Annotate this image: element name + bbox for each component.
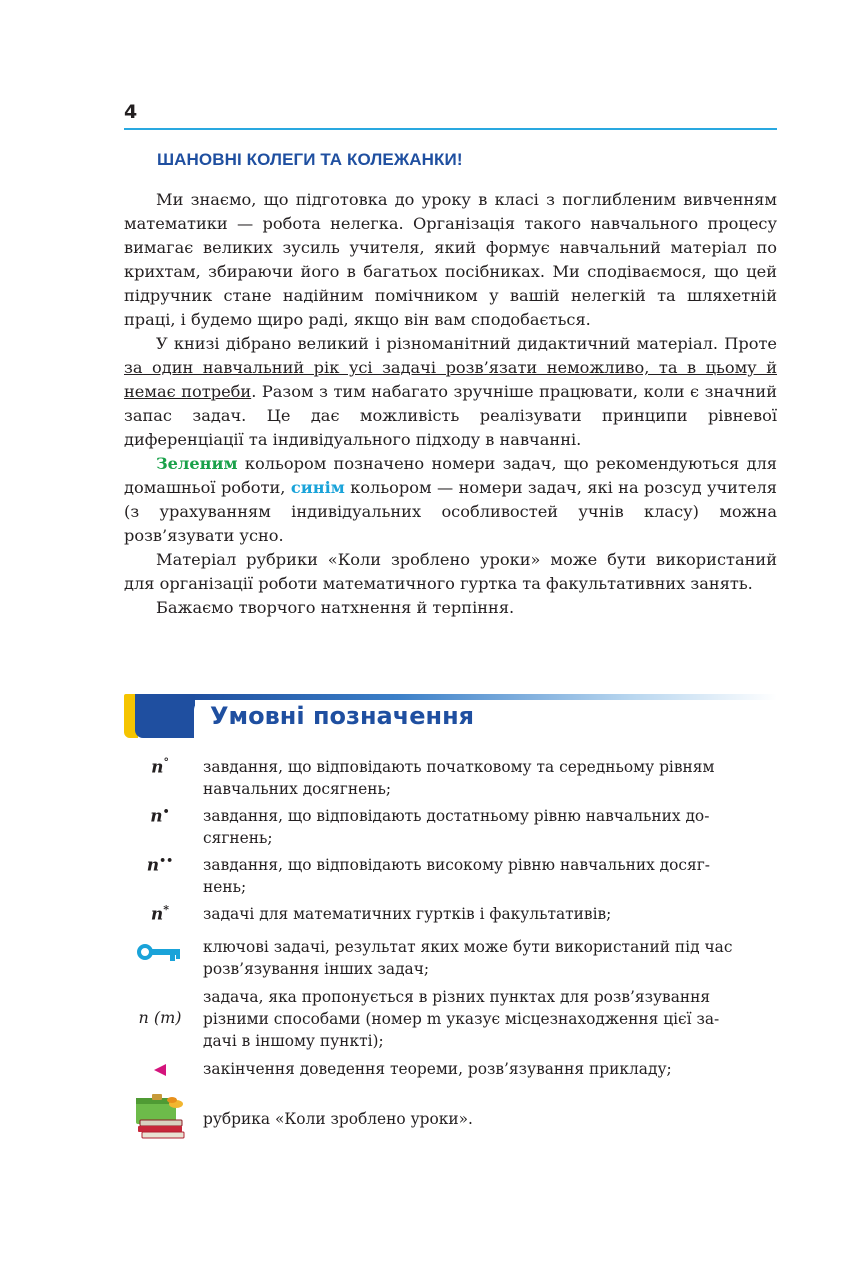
legend-line: рубрика «Коли зроблено уроки». bbox=[203, 1110, 473, 1128]
degree-mark: ° bbox=[163, 756, 169, 769]
legend-banner bbox=[124, 694, 777, 742]
paragraph-3-mid: кольором позначено номери задач, що рекомендуються для домашньої роботи, bbox=[124, 454, 777, 497]
top-rule bbox=[124, 128, 777, 130]
paragraph-3 bbox=[124, 452, 777, 548]
legend-line: ключові задачі, результат яких може бути використаний під час bbox=[203, 938, 733, 956]
symbol-n-dot: n• bbox=[150, 805, 170, 827]
legend-text bbox=[203, 805, 777, 849]
symbol-n-asterisk: n* bbox=[150, 903, 170, 925]
legend-line: сягнень; bbox=[203, 829, 273, 847]
symbol-n-degree: n° bbox=[151, 756, 169, 778]
legend-text bbox=[203, 903, 777, 925]
paragraph-2-end: . Разом з тим набагато зручніше працювати, коли є значний запас задач. Це дає можливість реалізувати принципи рівневої диференціації та індивідуального підходу в навчанні. bbox=[124, 382, 777, 449]
key-icon bbox=[124, 942, 196, 966]
symbol-n-double-dot: n•• bbox=[146, 854, 174, 876]
legend-line: дачі в іншому пункті); bbox=[203, 1032, 384, 1050]
books-icon bbox=[124, 1094, 196, 1142]
legend-title: Умовні позначення bbox=[210, 702, 475, 730]
legend-line: навчальних досягнень; bbox=[203, 780, 392, 798]
paragraph-2-start: У книзі дібрано великий і різноманітний дидактичний матеріал. Проте bbox=[156, 334, 777, 353]
banner-blue-tab bbox=[135, 694, 195, 738]
legend-line: задачі для математичних гуртків і факультативів; bbox=[203, 905, 612, 923]
legend-line: завдання, що відповідають початковому та середньому рівням bbox=[203, 758, 715, 776]
symbol-n-m bbox=[124, 1008, 196, 1027]
underlined-phrase: за один навчальний рік усі задачі розв’язати неможливо, та в цьому й немає потреби bbox=[124, 358, 777, 401]
greeting-heading: ШАНОВНІ КОЛЕГИ ТА КОЛЕЖАНКИ! bbox=[157, 150, 463, 169]
paragraph-4: Матеріал рубрики «Коли зроблено уроки» може бути використаний для організації роботи математичного гуртка та факультативних занять. bbox=[124, 550, 777, 593]
legend-line: нень; bbox=[203, 878, 247, 896]
legend-text bbox=[203, 854, 777, 898]
double-dot-mark: •• bbox=[159, 854, 174, 867]
symbol-n: n bbox=[138, 1008, 149, 1027]
paragraph-2 bbox=[124, 332, 777, 452]
triangle-icon bbox=[124, 1063, 196, 1077]
legend-text bbox=[203, 936, 777, 980]
dot-mark: • bbox=[162, 805, 170, 818]
paragraph-1: Ми знаємо, що підготовка до уроку в класі з поглибленим вивченням математики — робота нелегка. Організація такого навчального процесу вимагає великих зусиль учителя, який формує навчальний матеріал по крихтам, збираючи його в багатьох посібниках. Ми сподіваємося, що цей підручник стане надійним помічником у вашій нелегкій та шляхетній праці, і будемо щиро раді, якщо він вам сподобається. bbox=[124, 190, 777, 329]
legend-line: розв’язування інших задач; bbox=[203, 960, 430, 978]
page-number: 4 bbox=[124, 101, 138, 123]
legend-line: завдання, що відповідають достатньому рівню навчальних до- bbox=[203, 807, 710, 825]
legend-text bbox=[203, 1058, 777, 1080]
symbol-m: (m) bbox=[153, 1008, 182, 1027]
paragraph-3-end: кольором — номери задач, які на розсуд учителя (з урахуванням індивідуальних особливостей учнів класу) можна розв’язувати усно. bbox=[124, 478, 777, 545]
legend-text bbox=[203, 1108, 777, 1130]
cyan-word: синім bbox=[290, 478, 345, 497]
legend-line: завдання, що відповідають високому рівню навчальних досяг- bbox=[203, 856, 711, 874]
legend-line: задача, яка пропонується в різних пунктах для розв’язування bbox=[203, 988, 711, 1006]
asterisk-mark: * bbox=[163, 903, 170, 916]
legend-text bbox=[203, 986, 777, 1052]
paragraph-5: Бажаємо творчого натхнення й терпіння. bbox=[156, 598, 515, 617]
banner-gradient-bar bbox=[192, 694, 777, 700]
green-word: Зеленим bbox=[156, 454, 238, 473]
legend-line: різними способами (номер m указує місцезнаходження цієї за- bbox=[203, 1010, 720, 1028]
legend-text bbox=[203, 756, 777, 800]
intro-text bbox=[124, 188, 777, 620]
legend-line: закінчення доведення теореми, розв’язування прикладу; bbox=[203, 1060, 672, 1078]
